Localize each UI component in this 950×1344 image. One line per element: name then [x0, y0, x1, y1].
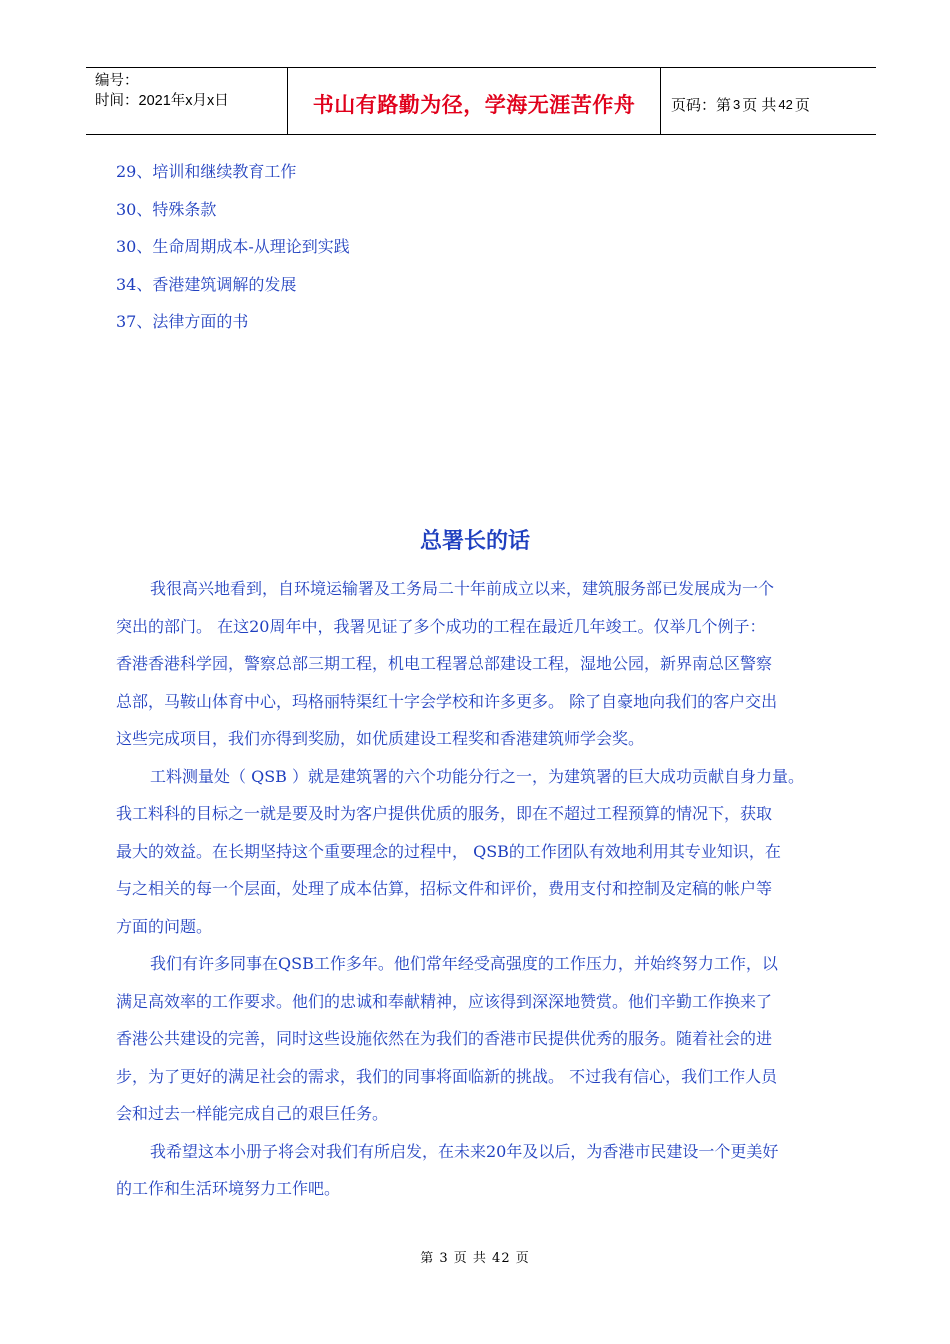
page-header	[86, 67, 876, 135]
page-footer: 第 3 页 共 42 页	[420, 1251, 530, 1266]
header-motto-cell	[288, 68, 661, 134]
body-line: 总部，马鞍山体育中心，玛格丽特渠红十字会学校和许多更多。 除了自豪地向我们的客户交出	[116, 691, 778, 711]
section-title: 总署长的话	[419, 529, 530, 554]
motto-text: 书山有路勤为径，学海无涯苦作舟	[312, 93, 636, 117]
body-line: 的工作和生活环境努力工作吧。	[116, 1179, 341, 1198]
header-page-cell	[661, 68, 876, 134]
body-line: 方面的问题。	[116, 916, 213, 936]
serial-label: 编号：	[95, 73, 139, 89]
page-total: 42	[778, 96, 793, 112]
header-meta	[86, 68, 288, 134]
page-prefix: 页码：第	[671, 96, 732, 114]
body-line: 步，为了更好的满足社会的需求，我们的同事将面临新的挑战。 不过我有信心，我们工作人员	[116, 1066, 778, 1086]
body-line: 香港公共建设的完善，同时这些设施依然在为我们的香港市民提供优秀的服务。随着社会的进	[116, 1029, 773, 1048]
body-line: 我工料科的目标之一就是要及时为客户提供优质的服务，即在不超过工程预算的情况下，获取	[116, 804, 773, 823]
body-line: 会和过去一样能完成自己的艰巨任务。	[116, 1104, 389, 1123]
body-line: 突出的部门。 在这20周年中，我署见证了多个成功的工程在最近几年竣工。仅举几个例子：	[116, 616, 766, 636]
page-suffix: 页	[794, 96, 810, 114]
body-line: 工料测量处（ QSB ）就是建筑署的六个功能分行之一，为建筑署的巨大成功贡献自身力量。	[150, 766, 805, 786]
body-line: 我们有许多同事在QSB工作多年。他们常年经受高强度的工作压力，并始终努力工作，以	[150, 954, 778, 973]
toc-item[interactable]: 30、特殊条款	[116, 199, 217, 219]
page-mid: 页 共	[742, 96, 777, 114]
toc-item[interactable]: 30、生命周期成本-从理论到实践	[116, 237, 350, 256]
body-line: 最大的效益。在长期坚持这个重要理念的过程中， QSB的工作团队有效地利用其专业知识，在	[116, 841, 781, 861]
table-of-contents	[116, 158, 350, 346]
body-line: 满足高效率的工作要求。他们的忠诚和奉献精神，应该得到深深地赞赏。他们辛勤工作换来了	[116, 991, 773, 1011]
toc-item[interactable]: 37、法律方面的书	[116, 312, 249, 331]
body-line: 我希望这本小册子将会对我们有所启发，在未来20年及以后，为香港市民建设一个更美好	[150, 1141, 779, 1161]
page-current: 3	[733, 96, 741, 112]
body-line: 我很高兴地看到，自环境运输署及工务局二十年前成立以来，建筑服务部已发展成为一个	[150, 579, 775, 598]
time-label: 时间：2021年x月x日	[95, 93, 229, 109]
body-line: 与之相关的每一个层面，处理了成本估算，招标文件和评价，费用支付和控制及定稿的帐户等	[116, 879, 773, 898]
toc-item[interactable]: 29、培训和继续教育工作	[116, 162, 297, 181]
toc-item[interactable]: 34、香港建筑调解的发展	[116, 274, 297, 294]
body-line: 香港香港科学园，警察总部三期工程，机电工程署总部建设工程，湿地公园，新界南总区警察	[116, 654, 773, 673]
section-body	[116, 576, 856, 1214]
body-line: 这些完成项目，我们亦得到奖励，如优质建设工程奖和香港建筑师学会奖。	[116, 729, 645, 748]
